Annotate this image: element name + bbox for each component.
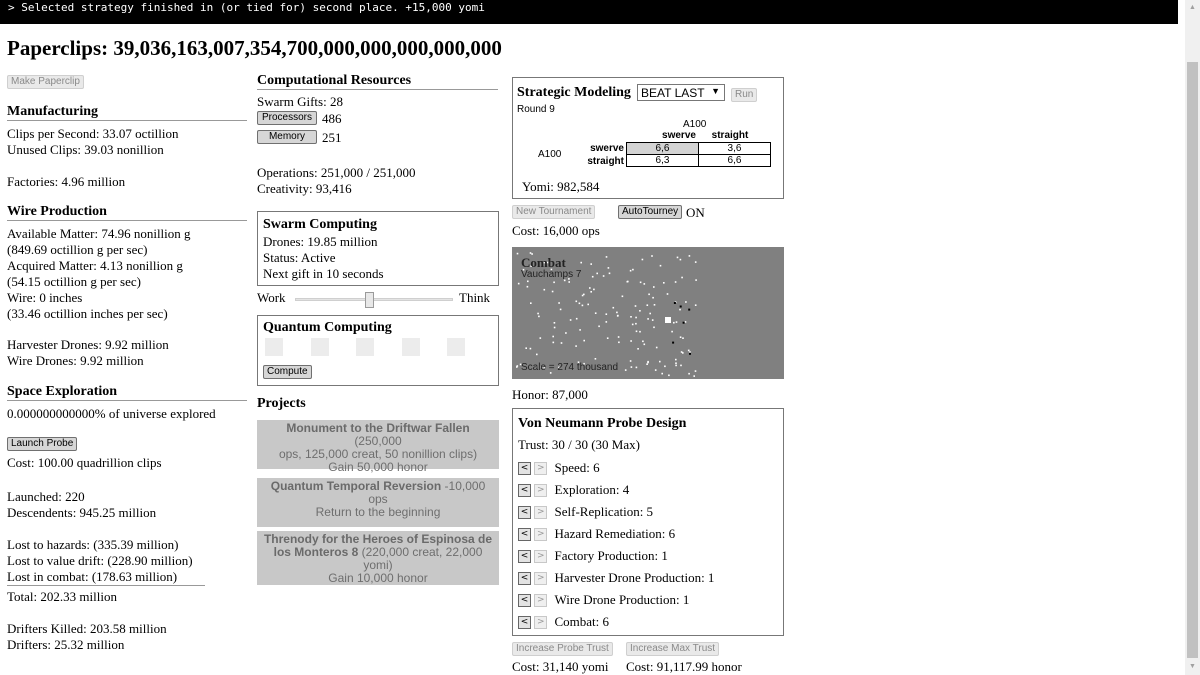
drifter-dot: [674, 302, 676, 304]
probe-dot: [627, 281, 629, 283]
probe-dot: [695, 370, 697, 372]
probe-dot: [653, 286, 655, 288]
strategy-select[interactable]: [637, 84, 725, 101]
probe-dot: [648, 294, 650, 296]
wire-amount: Wire: 0 inches: [7, 290, 83, 305]
probe-dot: [517, 253, 519, 255]
memory-button[interactable]: Memory: [257, 130, 317, 144]
decrease-stat-button[interactable]: <: [518, 528, 531, 541]
probe-dot: [530, 348, 532, 350]
probe-dot: [663, 282, 665, 284]
probe-dot: [579, 303, 581, 305]
scroll-thumb[interactable]: [1187, 62, 1198, 658]
probe-stat-row: [518, 547, 668, 565]
probe-dot: [655, 369, 657, 371]
probe-dot: [667, 293, 669, 295]
probe-dot: [592, 276, 594, 278]
combat-panel: [512, 247, 784, 379]
computational-resources-heading: Computational Resources: [257, 73, 498, 90]
make-paperclip-button[interactable]: Make Paperclip: [7, 75, 84, 89]
project-cost: -10,000: [441, 479, 486, 493]
compute-button[interactable]: Compute: [263, 365, 312, 379]
probe-dot: [635, 317, 637, 319]
probe-dot: [582, 305, 584, 307]
probe-dot: [580, 262, 582, 264]
project-effect: Return to the beginning: [315, 505, 441, 519]
probe-dot: [647, 362, 649, 364]
probe-dot: [583, 340, 585, 342]
quantum-computing-panel: [257, 315, 499, 386]
swarm-gifts: Swarm Gifts: 28: [257, 94, 343, 109]
probe-dot: [589, 287, 591, 289]
probe-dot: [676, 321, 678, 323]
probe-dot: [642, 259, 644, 261]
probe-dot: [618, 342, 620, 344]
probe-dot: [640, 282, 642, 284]
probe-dot: [603, 275, 605, 277]
col-header-swerve: swerve: [662, 130, 696, 141]
probe-stat-row: [518, 613, 609, 631]
decrease-stat-button[interactable]: <: [518, 484, 531, 497]
probe-dot: [630, 360, 632, 362]
probe-dot: [689, 255, 691, 257]
drifter-dot: [680, 306, 682, 308]
autotourney-state: ON: [686, 205, 705, 220]
probe-dot: [553, 282, 555, 284]
payoff-cell: 6,6: [627, 143, 699, 155]
probe-dot: [561, 342, 563, 344]
increase-probe-trust-button[interactable]: Increase Probe Trust: [512, 642, 613, 656]
strategic-modeling-heading: Strategic Modeling: [517, 85, 631, 100]
probe-dot: [630, 340, 632, 342]
processors-value: 486: [322, 111, 342, 126]
probe-dot: [576, 301, 578, 303]
probe-dot: [544, 289, 546, 291]
operations: Operations: 251,000 / 251,000: [257, 165, 416, 180]
probe-dot: [635, 305, 637, 307]
strategy-select-value: BEAT LAST: [641, 86, 705, 100]
qchip-5: [447, 338, 465, 356]
probe-total: Total: 202.33 million: [7, 589, 117, 604]
probe-dot: [680, 259, 682, 261]
probe-dot: [636, 331, 638, 333]
probe-dot: [575, 345, 577, 347]
increase-stat-button[interactable]: >: [534, 594, 547, 607]
probe-dot: [576, 318, 578, 320]
probe-dot: [693, 375, 695, 377]
probe-dot: [632, 324, 634, 326]
probe-dot: [632, 269, 634, 271]
drifter-dot: [689, 353, 691, 355]
decrease-stat-button[interactable]: <: [518, 550, 531, 563]
probe-dot: [622, 296, 624, 298]
new-tournament-button[interactable]: New Tournament: [512, 205, 595, 219]
probe-dot: [537, 313, 539, 315]
clips-per-second: Clips per Second: 33.07 octillion: [7, 126, 179, 141]
run-button[interactable]: Run: [731, 88, 757, 102]
scroll-up-icon[interactable]: ▲: [1189, 3, 1196, 11]
probe-stat-row: [518, 569, 714, 587]
round-number: Round 9: [517, 104, 555, 115]
max-trust-cost: Cost: 91,117.99 honor: [626, 659, 742, 674]
probe-dot: [630, 316, 632, 318]
launch-probe-button[interactable]: Launch Probe: [7, 437, 77, 451]
project-effect: Gain 50,000 honor: [328, 460, 428, 474]
probe-dot: [607, 337, 609, 339]
available-matter: Available Matter: 74.96 nonillion g: [7, 226, 191, 241]
probe-dot: [661, 373, 663, 375]
combat-heading: Combat: [521, 255, 566, 270]
probe-dot: [630, 270, 632, 272]
probe-design-heading: Von Neumann Probe Design: [518, 416, 687, 431]
think-label: Think: [459, 290, 491, 305]
project-quantum-temporal-reversion[interactable]: [257, 478, 499, 527]
probe-dot: [609, 273, 611, 275]
probe-dot: [675, 365, 677, 367]
probe-dot: [606, 321, 608, 323]
probe-dot: [656, 347, 658, 349]
probe-dot: [689, 351, 691, 353]
projects-heading: Projects: [257, 396, 306, 411]
project-threnody[interactable]: [257, 531, 499, 585]
probe-dot: [660, 265, 662, 267]
probe-dot: [695, 304, 697, 306]
universe-explored: 0.000000000000% of universe explored: [7, 406, 216, 421]
creativity: Creativity: 93,416: [257, 181, 352, 196]
probe-dot: [598, 326, 600, 328]
probe-dot: [673, 322, 675, 324]
lost-in-combat: Lost in combat: (178.63 million): [7, 569, 205, 586]
probe-dot: [664, 366, 666, 368]
space-exploration-heading: Space Exploration: [7, 384, 247, 401]
probe-dot: [538, 316, 540, 318]
work-think-slider[interactable]: [295, 292, 453, 306]
probe-dot: [608, 267, 610, 269]
opponent-name: A100: [683, 119, 707, 130]
probe-dot: [596, 273, 598, 275]
probe-dot: [644, 283, 646, 285]
decrease-stat-button[interactable]: <: [518, 594, 531, 607]
probe-dot: [560, 309, 562, 311]
probe-stat-label: Speed: 6: [554, 460, 600, 476]
probe-dot: [688, 373, 690, 375]
probe-dot: [644, 344, 646, 346]
project-cost: (220,000 creat, 22,000: [358, 545, 483, 559]
project-effect: Gain 10,000 honor: [328, 571, 428, 585]
probe-dot: [631, 366, 633, 368]
decrease-stat-button[interactable]: <: [518, 572, 531, 585]
wire-drones: Wire Drones: 9.92 million: [7, 353, 144, 368]
payoff-cell: 3,6: [699, 143, 771, 155]
slider-track: [295, 298, 453, 301]
increase-stat-button[interactable]: >: [534, 462, 547, 475]
probe-dot: [681, 351, 683, 353]
project-cost: (250,000: [354, 434, 402, 448]
drifter-dot: [688, 309, 690, 311]
probe-dot: [552, 336, 554, 338]
unused-clips: Unused Clips: 39.03 nonillion: [7, 142, 164, 157]
probes-launched: Launched: 220: [7, 489, 85, 504]
quantum-computing-heading: Quantum Computing: [263, 320, 392, 335]
probe-fleet-marker: [665, 317, 671, 323]
probe-dot: [558, 302, 560, 304]
project-title: Quantum Temporal Reversion: [270, 479, 442, 493]
probe-dot: [540, 337, 542, 339]
probe-dot: [518, 283, 520, 285]
probe-stat-row: [518, 503, 653, 521]
probe-dot: [553, 342, 555, 344]
qchip-4: [402, 338, 420, 356]
scroll-down-icon[interactable]: ▼: [1189, 662, 1196, 670]
probe-stat-label: Factory Production: 1: [554, 548, 668, 564]
qchip-3: [356, 338, 374, 356]
probe-stat-label: Combat: 6: [554, 614, 610, 630]
payoff-cell: 6,3: [627, 155, 699, 167]
player-name: A100: [538, 149, 562, 160]
probe-dot: [680, 336, 682, 338]
qchip-1: [265, 338, 283, 356]
probe-dot: [695, 279, 697, 281]
probe-dot: [682, 337, 684, 339]
probe-dot: [579, 329, 581, 331]
probe-dot: [675, 359, 677, 361]
probe-dot: [554, 322, 556, 324]
probe-stat-row: [518, 481, 629, 499]
probe-dot: [642, 341, 644, 343]
decrease-stat-button[interactable]: <: [518, 462, 531, 475]
payoff-grid: [626, 142, 771, 167]
probe-dot: [606, 256, 608, 258]
increase-stat-button[interactable]: >: [534, 550, 547, 563]
acquired-matter: Acquired Matter: 4.13 nonillion g: [7, 258, 183, 273]
decrease-stat-button[interactable]: <: [518, 616, 531, 629]
project-monument[interactable]: [257, 420, 499, 474]
probe-dot: [595, 358, 597, 360]
probe-dot: [536, 354, 538, 356]
probe-stat-label: Harvester Drone Production: 1: [554, 570, 715, 586]
next-gift: Next gift in 10 seconds: [263, 266, 384, 281]
probe-dot: [668, 375, 670, 377]
probe-dot: [659, 361, 661, 363]
project-title-cont: los Monteros 8: [273, 545, 359, 559]
probe-dot: [565, 332, 567, 334]
probe-dot: [654, 304, 656, 306]
honor-amount: Honor: 87,000: [512, 387, 588, 402]
probe-dot: [679, 309, 681, 311]
swarm-computing-panel: [257, 211, 499, 286]
project-cost-cont: ops, 125,000 creat, 50 nonillion clips): [278, 447, 478, 461]
probe-dot: [675, 281, 677, 283]
payoff-cell: 6,6: [699, 155, 771, 167]
probe-dot: [616, 312, 618, 314]
probe-dot: [685, 301, 687, 303]
swarm-computing-heading: Swarm Computing: [263, 217, 377, 232]
drifter-dot: [672, 342, 674, 344]
yomi-amount: Yomi: 982,584: [522, 179, 600, 194]
probe-dot: [647, 318, 649, 320]
probe-dot: [675, 362, 677, 364]
increase-stat-button[interactable]: >: [534, 528, 547, 541]
probe-dot: [651, 255, 653, 257]
console-message: > Selected strategy finished in (or tied for) second place. +15,000 yomi: [0, 0, 1178, 24]
probe-dot: [695, 261, 697, 263]
lost-to-value-drift: Lost to value drift: (228.90 million): [7, 553, 193, 568]
probe-dot: [649, 313, 651, 315]
probe-dot: [593, 289, 595, 291]
tournament-cost: Cost: 16,000 ops: [512, 223, 600, 238]
combat-location: Vauchamps 7: [521, 269, 582, 280]
chevron-down-icon: ▼: [711, 86, 720, 96]
row-header-swerve: swerve: [590, 143, 624, 154]
slider-thumb[interactable]: [365, 292, 374, 308]
probe-stat-row: [518, 525, 675, 543]
probe-stat-row: [518, 591, 689, 609]
wire-rate: (33.46 octillion inches per sec): [7, 306, 168, 321]
probe-dot: [671, 331, 673, 333]
probe-dot: [639, 331, 641, 333]
factories: Factories: 4.96 million: [7, 174, 126, 189]
probe-trust: Trust: 30 / 30 (30 Max): [518, 437, 640, 452]
probe-dot: [527, 281, 529, 283]
probe-dot: [530, 302, 532, 304]
probe-dot: [652, 319, 654, 321]
launch-cost: Cost: 100.00 quadrillion clips: [7, 455, 162, 470]
col-header-straight: straight: [711, 130, 749, 141]
decrease-stat-button[interactable]: <: [518, 506, 531, 519]
lost-to-hazards: Lost to hazards: (335.39 million): [7, 537, 179, 552]
probe-dot: [647, 304, 649, 306]
probe-dot: [637, 348, 639, 350]
probe-stat-label: Exploration: 4: [554, 482, 630, 498]
increase-stat-button[interactable]: >: [534, 506, 547, 519]
probe-dot: [552, 291, 554, 293]
probe-dot: [568, 281, 570, 283]
paperclip-count: Paperclips: 39,036,163,007,354,700,000,000,000,000,000: [7, 36, 502, 60]
probe-dot: [625, 369, 627, 371]
memory-value: 251: [322, 130, 342, 145]
drifters-killed: Drifters Killed: 203.58 million: [7, 621, 167, 636]
project-title: Threnody for the Heroes of Espinosa de: [263, 532, 493, 546]
probe-descendents: Descendents: 945.25 million: [7, 505, 157, 520]
probe-design-panel: [512, 408, 784, 636]
increase-max-trust-button[interactable]: Increase Max Trust: [626, 642, 719, 656]
acquired-matter-rate: (54.15 octillion g per sec): [7, 274, 141, 289]
increase-stat-button[interactable]: >: [534, 616, 547, 629]
probe-stat-label: Wire Drone Production: 1: [554, 592, 690, 608]
strategic-modeling-panel: [512, 77, 784, 199]
processors-button[interactable]: Processors: [257, 111, 317, 125]
drifter-dot: [683, 322, 685, 324]
probe-dot: [590, 263, 592, 265]
probe-dot: [613, 307, 615, 309]
autotourney-button[interactable]: AutoTourney: [618, 205, 682, 219]
project-title: Monument to the Driftwar Fallen: [286, 421, 470, 435]
probe-dot: [646, 363, 648, 365]
probe-dot: [582, 295, 584, 297]
probe-dot: [652, 297, 654, 299]
probe-dot: [688, 350, 690, 352]
probe-dot: [653, 327, 655, 329]
project-cost-cont: ops: [368, 492, 388, 506]
probe-dot: [527, 286, 529, 288]
swarm-status: Status: Active: [263, 250, 336, 265]
probe-dot: [570, 319, 572, 321]
probe-dot: [554, 327, 556, 329]
probe-dot: [590, 291, 592, 293]
work-label: Work: [257, 290, 286, 305]
combat-scale: Scale = 274 thousand: [521, 362, 619, 373]
probe-dot: [595, 312, 597, 314]
wire-production-heading: Wire Production: [7, 204, 247, 221]
probe-stat-label: Hazard Remediation: 6: [554, 526, 676, 542]
probe-dot: [517, 365, 519, 367]
probe-stat-label: Self-Replication: 5: [554, 504, 654, 520]
probe-dot: [685, 321, 687, 323]
manufacturing-heading: Manufacturing: [7, 104, 247, 121]
probe-dot: [618, 336, 620, 338]
probe-dot: [677, 257, 679, 259]
probe-dot: [606, 313, 608, 315]
probe-dot: [525, 347, 527, 349]
probe-dot: [639, 310, 641, 312]
row-header-straight: straight: [587, 156, 624, 167]
drifters-count: Drifters: 25.32 million: [7, 637, 125, 652]
increase-stat-button[interactable]: >: [534, 572, 547, 585]
probe-stat-row: [518, 459, 600, 477]
available-matter-rate: (849.69 octillion g per sec): [7, 242, 148, 257]
probe-dot: [617, 315, 619, 317]
probe-trust-cost: Cost: 31,140 yomi: [512, 659, 609, 674]
probe-dot: [636, 367, 638, 369]
probe-dot: [635, 323, 637, 325]
harvester-drones: Harvester Drones: 9.92 million: [7, 337, 169, 352]
increase-stat-button[interactable]: >: [534, 484, 547, 497]
swarm-drones: Drones: 19.85 million: [263, 234, 378, 249]
project-cost-cont: yomi): [363, 558, 393, 572]
probe-dot: [680, 365, 682, 367]
probe-dot: [681, 277, 683, 279]
qchip-2: [311, 338, 329, 356]
probe-dot: [587, 304, 589, 306]
probe-dot: [530, 252, 532, 254]
